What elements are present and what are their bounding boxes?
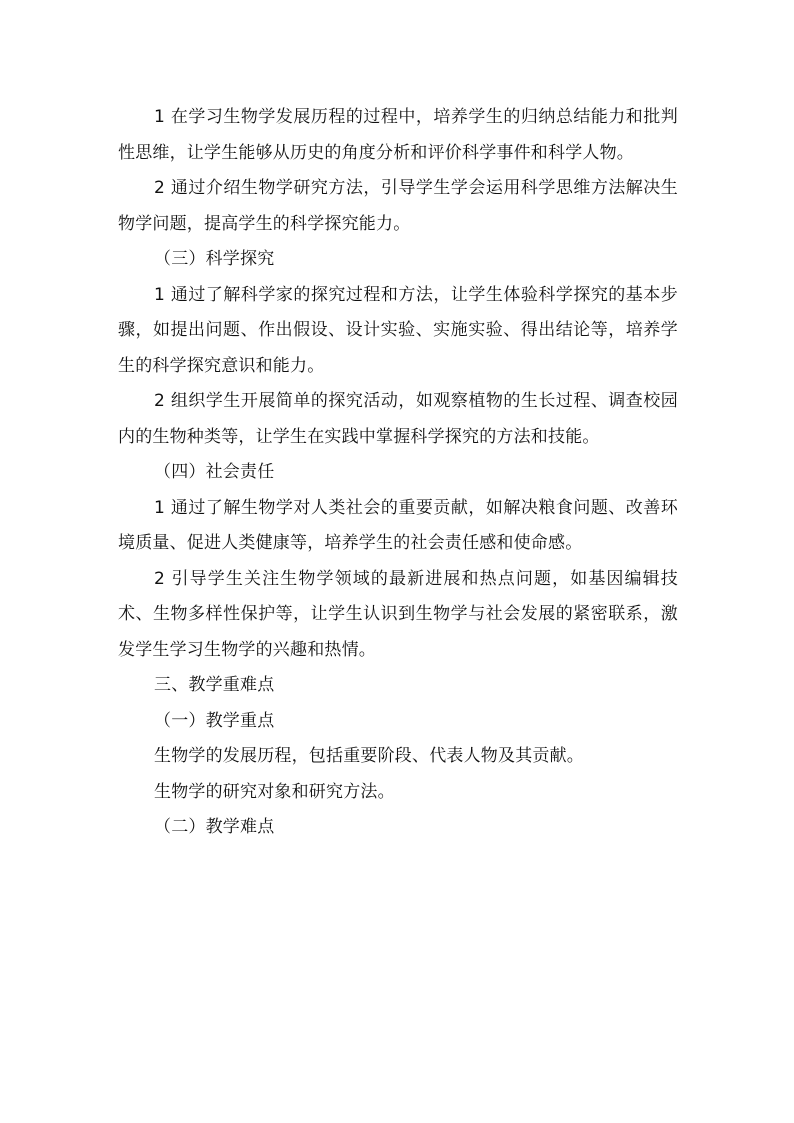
section-heading-scientific-inquiry: （三）科学探究 [154, 249, 275, 269]
paragraph-responsibility-1: 1 通过了解生物学对人类社会的重要贡献，如解决粮食问题、改善环境质量、促进人类健康等，培养学生的社会责任感和使命感。 [118, 497, 678, 553]
section-heading-difficult-points: （二）教学难点 [154, 817, 275, 837]
section-heading-key-points: （一）教学重点 [154, 710, 275, 731]
paragraph-inquiry-1: 1 通过了解科学家的探究过程和方法，让学生体验科学探究的基本步骤，如提出问题、作出假设、设计实验、实施实验、得出结论等，培养学生的科学探究意识和能力。 [118, 284, 678, 376]
paragraph-key-point-1: 生物学的发展历程，包括重要阶段、代表人物及其贡献。 [154, 746, 584, 766]
paragraph-key-point-2: 生物学的研究对象和研究方法。 [154, 781, 395, 802]
section-heading-social-responsibility: （四）社会责任 [154, 462, 275, 482]
paragraph-goal-1: 1 在学习生物学发展历程的过程中，培养学生的归纳总结能力和批判性思维，让学生能够从历史的角度分析和评价科学事件和科学人物。 [118, 107, 678, 163]
paragraph-responsibility-2: 2 引导学生关注生物学领域的最新进展和热点问题，如基因编辑技术、生物多样性保护等，让学生认识到生物学与社会发展的紧密联系，激发学生学习生物学的兴趣和热情。 [118, 568, 678, 660]
section-heading-key-difficult-points: 三、教学重难点 [154, 675, 275, 695]
document-body [118, 100, 678, 846]
paragraph-goal-2: 2 通过介绍生物学研究方法，引导学生学会运用科学思维方法解决生物学问题，提高学生的科学探究能力。 [118, 178, 678, 234]
paragraph-inquiry-2: 2 组织学生开展简单的探究活动，如观察植物的生长过程、调查校园内的生物种类等，让学生在实践中掌握科学探究的方法和技能。 [118, 391, 678, 447]
